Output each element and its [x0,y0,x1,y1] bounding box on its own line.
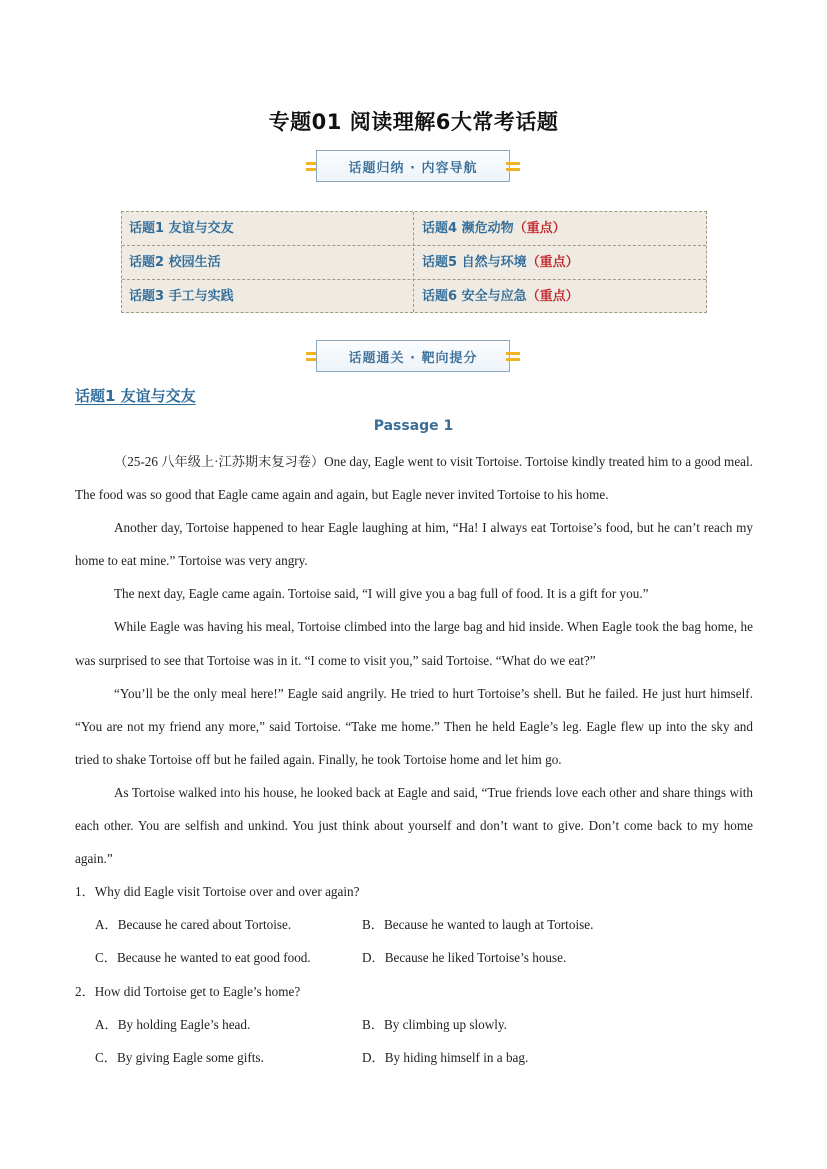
key-tag: （重点） [526,289,579,304]
banner-topic-navigation [306,150,520,184]
paragraph: Another day, Tortoise happened to hear Eagle laughing at him, “Ha! I always eat Tortoise’s food, but he can’t reach my home to eat mine.” Tortoise was very angry. [75,520,753,569]
paragraph: As Tortoise walked into his house, he looked back at Eagle and said, “True friends love each other and share things with each other. You are selfish and unkind. You just think about yourself and don’t want to give. Don’t come back to my home again.” [75,784,753,867]
option-b: B．By climbing up slowly. [362,1016,507,1032]
option-d: D．Because he liked Tortoise’s house. [362,950,567,966]
paragraph: The next day, Eagle came again. Tortoise said, “I will give you a bag full of food. It is a gift for you.” [114,586,649,602]
topic-link-4[interactable] [415,212,706,246]
option-b: B．Because he wanted to laugh at Tortoise. [362,917,594,933]
passage-title: Passage 1 [373,418,454,434]
topic-table [121,211,707,313]
paragraph: “You’ll be the only meal here!” Eagle said angrily. He tried to hurt Tortoise’s shell. But he failed. He just hurt himself. “You are not my friend any more,” said Tortoise. “Take me home.” Then he held Eagle’s leg. Eagle flew up into the sky and tried to shake Tortoise off but he failed again. Finally, he took Tortoise home and let him go. [75,685,753,767]
option-row [75,1041,753,1074]
topic-link-5[interactable] [415,246,706,280]
option-d: D．By hiding himself in a bag. [362,1049,529,1065]
paragraph: （25-26 八年级上·江苏期末复习卷）One day, Eagle went to visit Tortoise. Tortoise kindly treated him to a good meal. The food was so good that Eagle came again and again, but Eagle never invited Tortoise to his home. [75,454,753,503]
question-stem: 2．How did Tortoise get to Eagle’s home? [75,983,301,999]
banner-right-bar [506,358,520,361]
paragraph: While Eagle was having his meal, Tortoise climbed into the large bag and hid inside. When Eagle took the bag home, he was surprised to see that Tortoise was in it. “I come to visit you,” said Tortoise. “What do we eat?” [75,619,753,668]
topic-link-6[interactable] [415,280,706,314]
option-row [75,908,753,941]
banner-topic-practice [306,340,520,374]
question-stem: 1．Why did Eagle visit Tortoise over and over again? [75,884,360,900]
banner-label: 话题通关 · 靶向提分 [316,340,510,372]
option-row [75,941,753,974]
topic-link-3[interactable]: 话题3 手工与实践 [129,289,234,304]
section-heading-link[interactable]: 话题1 友谊与交友 [75,387,196,405]
key-tag: （重点） [526,255,579,270]
topic-label: 话题4 濒危动物 [422,221,514,236]
option-c: C．By giving Eagle some gifts. [95,1049,264,1065]
topic-link-1[interactable]: 话题1 友谊与交友 [129,221,234,236]
banner-right-bar [506,162,520,165]
banner-right-bar [506,352,520,355]
topic-label: 话题6 安全与应急 [422,289,527,304]
topic-link-2[interactable]: 话题2 校园生活 [129,255,221,270]
topic-label: 话题5 自然与环境 [422,255,527,270]
option-row [75,1008,753,1041]
key-tag: （重点） [513,221,566,236]
option-a: A．Because he cared about Tortoise. [95,917,292,933]
page-title: 专题01 阅读理解6大常考话题 [268,110,559,134]
passage-body [75,445,753,1074]
banner-label: 话题归纳 · 内容导航 [316,150,510,182]
banner-right-bar [506,168,520,171]
option-c: C．Because he wanted to eat good food. [95,950,311,966]
option-a: A．By holding Eagle’s head. [95,1016,251,1032]
